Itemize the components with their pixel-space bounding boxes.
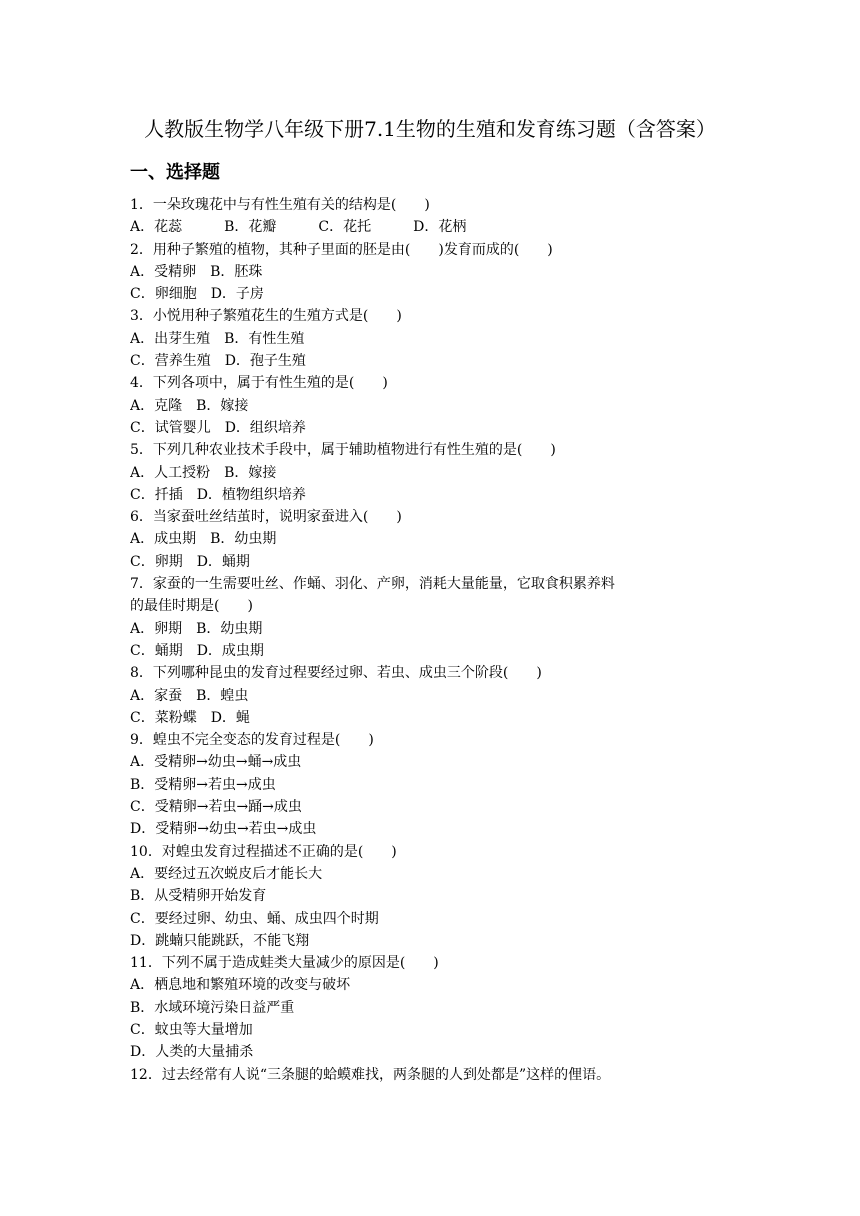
text-line: B．水域环境污染日益严重 [130,999,295,1016]
text-line: 12．过去经常有人说“三条腿的蛤蟆难找，两条腿的人到处都是”这样的俚语。 [130,1066,611,1083]
document-title: 人教版生物学八年级下册7.1生物的生殖和发育练习题（含答案） [144,117,716,141]
text-line: A．家蚕 B．蝗虫 [130,687,249,704]
text-line: 5．下列几种农业技术手段中，属于辅助植物进行有性生殖的是( ) [130,442,556,459]
text-line: A．要经过五次蜕皮后才能长大 [130,865,323,882]
text-line: A．克隆 B．嫁接 [130,397,249,414]
text-line: 2．用种子繁殖的植物，其种子里面的胚是由( )发育而成的( ) [130,241,553,258]
text-line: 3．小悦用种子繁殖花生的生殖方式是( ) [130,308,402,325]
text-line: 11．下列不属于造成蛙类大量减少的原因是( ) [130,955,439,972]
text-line: A．受精卵→幼虫→蛹→成虫 [130,754,302,771]
text-line: D．受精卵→幼虫→若虫→成虫 [130,821,317,838]
text-line: B．受精卵→若虫→成虫 [130,776,276,793]
text-line: C．菜粉蝶 D．蝇 [130,709,250,726]
text-line: B．从受精卵开始发育 [130,888,267,905]
text-line: D．人类的大量捕杀 [130,1044,254,1061]
text-line: C．受精卵→若虫→踊→成虫 [130,799,302,816]
text-line: A．成虫期 B．幼虫期 [130,531,277,548]
text-line: A．受精卵 B．胚珠 [130,263,263,280]
section-heading: 一、选择题 [130,162,220,183]
text-line: 9．蝗虫不完全变态的发育过程是( ) [130,732,374,749]
question-list [130,194,740,1086]
text-line: 8．下列哪种昆虫的发育过程要经过卵、若虫、成虫三个阶段( ) [130,665,542,682]
text-line: 6．当家蚕吐丝结茧时，说明家蚕进入( ) [130,509,402,526]
text-line: C．试管婴儿 D．组织培养 [130,419,306,436]
text-line: C．要经过卵、幼虫、蛹、成虫四个时期 [130,910,379,927]
text-line: C．卵期 D．蛹期 [130,553,250,570]
text-line: A．出芽生殖 B．有性生殖 [130,330,305,347]
text-line: 的最佳时期是( ) [130,598,253,615]
text-line: C．蛹期 D．成虫期 [130,642,264,659]
text-line: C．卵细胞 D．子房 [130,286,264,303]
text-line: A．卵期 B．幼虫期 [130,620,263,637]
text-line: 10．对蝗虫发育过程描述不正确的是( ) [130,843,397,860]
text-line: C．扦插 D．植物组织培养 [130,486,306,503]
text-line: 1．一朵玫瑰花中与有性生殖有关的结构是( ) [130,197,430,213]
text-line: A．花蕊 B．花瓣 C．花托 D．花柄 [130,219,467,236]
text-line: A．人工授粉 B．嫁接 [130,464,277,481]
text-line: 7．家蚕的一生需要吐丝、作蛹、羽化、产卵，消耗大量能量，它取食积累养料 [130,576,615,593]
text-line: C．营养生殖 D．孢子生殖 [130,353,306,370]
text-line: D．跳蝻只能跳跃，不能飞翔 [130,932,310,949]
text-line: C．蚊虫等大量增加 [130,1021,253,1038]
text-line: 4．下列各项中，属于有性生殖的是( ) [130,375,388,392]
text-line: A．栖息地和繁殖环境的改变与破坏 [130,977,351,994]
